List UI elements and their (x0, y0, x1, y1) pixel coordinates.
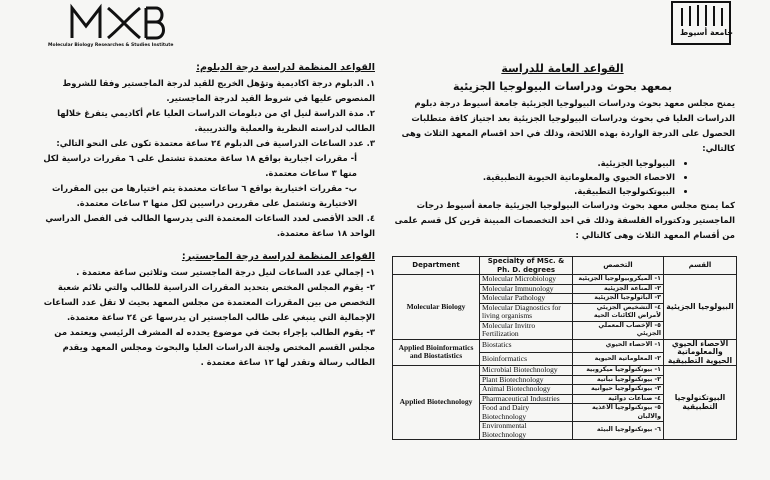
specialty-en-cell: Molecular Diagnostics for living organisms (480, 303, 573, 321)
degrees-paragraph: كما يمنح مجلس معهد بحوث ودراسات البيولوجيا الجزيئية جامعة أسيوط درجات الماجستير ودكتوراه الفلسفة وذلك في احد التخصصات المبينة قرين كل قسم علمى من أقسام المعهد الثلاث وهى كالتالي : (394, 200, 735, 240)
diploma-heading: القواعد المنظمة لدراسة درجة الدبلوم: (196, 62, 375, 73)
masters-rule: ٢- يقوم المجلس المختص بتحديد المقررات الدراسية للطالب والتي تلائم شعبة التخصص من بين المقررات المعتمدة من مجلس المعهد بحيث لا تقل عدد الساعات الإجمالية التي ينبغي على طالب الماجستير ان يدرسها عن ٢٤ ساعة معتمدة. (43, 282, 375, 322)
specialty-en-cell: Molecular Immunology (480, 284, 573, 294)
specialty-en-cell: Bioinformatics (480, 352, 573, 365)
specialty-ar-cell: ٣- الباثولوجيا الجزيئية (573, 294, 664, 304)
dept-en-cell: Applied Biotechnology (393, 366, 480, 440)
department-item: • البيولوجيا الجزيئية. (390, 156, 675, 170)
diploma-sub-rule: ب- مقررات اختيارية بواقع ٦ ساعات معتمدة يتم اختيارها من بين المقررات الاختيارية وتشتمل على مقررين دراسيين لكل منها ٣ ساعات معتمدة. (51, 183, 357, 208)
diploma-rule: ٤. الحد الأقصى لعدد الساعات المعتمدة التى يدرسها الطالب فى الفصل الدراسي الواحد ١٨ ساعة معتمدة. (45, 213, 375, 238)
dept-en-cell: Molecular Biology (393, 275, 480, 340)
specialty-en-cell: Plant Biotechnology (480, 375, 573, 385)
specialty-en-cell: Molecular Pathology (480, 294, 573, 304)
study-rules-section (40, 60, 375, 370)
specialty-ar-cell: ٤- التشخيص الجزيئي لأمراض الكائنات الحية (573, 303, 664, 321)
diploma-rule: ٢. مدة الدراسة لنيل اي من دبلومات الدراسات العليا عام أكاديمي يتفرغ خلالها الطالب لدراسته النظرية والعملية والتدريبية. (57, 108, 375, 133)
specialty-ar-cell: ٥- بيوتكنولوجيا الاغذية والالبان (573, 404, 664, 422)
institute-title: بمعهد بحوث ودراسات البيولوجيا الجزيئية (452, 80, 673, 93)
university-stamp-text: جامعة أسيوط (680, 28, 734, 37)
university-logo (670, 0, 734, 48)
specialty-en-cell: Pharmaceutical Industries (480, 394, 573, 404)
table-row (393, 339, 737, 352)
specialty-ar-cell: ١- الاحصاء الحيوي (573, 339, 664, 352)
departments-list (390, 156, 735, 198)
dna-logo-icon (28, 0, 178, 44)
specialty-ar-cell: ١- بيوتكنولوجيا ميكروبية (573, 366, 664, 376)
dept-ar-cell: البيوتكنولوجيا التطبيقية (664, 366, 737, 440)
university-emblem-icon (670, 0, 734, 48)
specialty-en-cell: Food and Dairy Biotechnology (480, 404, 573, 422)
masters-rule: ٣- يقوم الطالب بإجراء بحث في موضوع يحدده له المشرف الرئيسي ويعتمد من مجلس القسم المختص ولجنة الدراسات العليا والبحوث ومجلس المعهد ويقدم الطالب رسالة وتقدر لها ١٢ ساعة معتمدة . (54, 327, 375, 367)
specialty-ar-cell: ٢- المناعة الجزيئية (573, 284, 664, 294)
specialty-ar-cell: ٦- بيوتكنولوجيا البيئة (573, 422, 664, 440)
diploma-rule: ١. الدبلوم درجة اكاديمية وتؤهل الخريج للقيد لدرجة الماجستير وفقا للشروط المنصوص عليها في شروط القيد لدرجة الماجستير. (62, 78, 375, 103)
specialty-en-cell: Molecular Microbiology (480, 275, 573, 285)
header-specialty-en: Specialty of MSc. & Ph. D. degrees (480, 257, 573, 275)
institute-logo (28, 0, 178, 60)
general-rules-section (390, 60, 735, 243)
table-row (393, 366, 737, 376)
table-row (393, 275, 737, 285)
general-rules-title: القواعد العامة للدراسة (501, 62, 624, 75)
table-header-row (393, 257, 737, 275)
dept-ar-cell: الاحصاء الحيوي والمعلوماتية الحيوية التطبيقية (664, 339, 737, 366)
specialty-ar-cell: ٤- صناعات دوائية (573, 394, 664, 404)
masters-heading: القواعد المنظمة لدراسة درجة الماجستير: (181, 251, 375, 262)
department-item: • الاحصاء الحيوي والمعلوماتية الحيوية التطبيقية. (390, 170, 675, 184)
specialty-ar-cell: ٢- المعلوماتية الحيوية (573, 352, 664, 365)
header-dept-ar: القسم (664, 257, 737, 275)
header-department: Department (393, 257, 480, 275)
diploma-sub-rule: أ- مقررات اجبارية بواقع ١٨ ساعة معتمدة تشتمل على ٦ مقررات دراسية لكل منها ٣ ساعات معتمدة. (43, 153, 357, 178)
specialty-en-cell: Animal Biotechnology (480, 385, 573, 395)
specialty-ar-cell: ٥- الإخصاب المعملي الجزيئي (573, 321, 664, 339)
diploma-rule: ٣. عدد الساعات الدراسية فى الدبلوم ٢٤ ساعة معتمدة تكون على النحو التالي: (56, 138, 375, 148)
departments-table (392, 256, 737, 440)
specialty-en-cell: Biostatics (480, 339, 573, 352)
dept-en-cell: Applied Bioinformatics and Biostatistics (393, 339, 480, 366)
dept-ar-cell: البيولوجيا الجزيئية (664, 275, 737, 340)
specialty-ar-cell: ١- الميكروبيولوجيا الجزيئية (573, 275, 664, 285)
specialty-ar-cell: ٣- بيوتكنولوجيا حيوانية (573, 385, 664, 395)
institute-caption: Molecular Biology Researches & Studies Institute (48, 43, 174, 48)
specialty-en-cell: Microbial Biotechnology (480, 366, 573, 376)
specialty-en-cell: Molecular Invitro Fertilization (480, 321, 573, 339)
intro-paragraph: يمنح مجلس معهد بحوث ودراسات البيولوجيا الجزيئية جامعة أسيوط درجة دبلوم الدراسات العليا في بحوث ودراسات البيولوجيا الجزيئية بعد اجتياز كافة متطلبات الحصول على الدرجة الواردة بهذه اللائحة، وذلك في احد اقسام المعهد الثلاث وهى كالتالي: (401, 98, 735, 153)
department-item: • البيوتكنولوجيا التطبيقية. (390, 184, 675, 198)
masters-rule: ١- إجمالي عدد الساعات لنيل درجة الماجستير ست وثلاثين ساعة معتمدة . (76, 267, 375, 277)
specialty-ar-cell: ٢- بيوتكنولوجيا نباتية (573, 375, 664, 385)
header-specialty-ar: التخصص (573, 257, 664, 275)
specialty-en-cell: Environmental Biotechnology (480, 422, 573, 440)
